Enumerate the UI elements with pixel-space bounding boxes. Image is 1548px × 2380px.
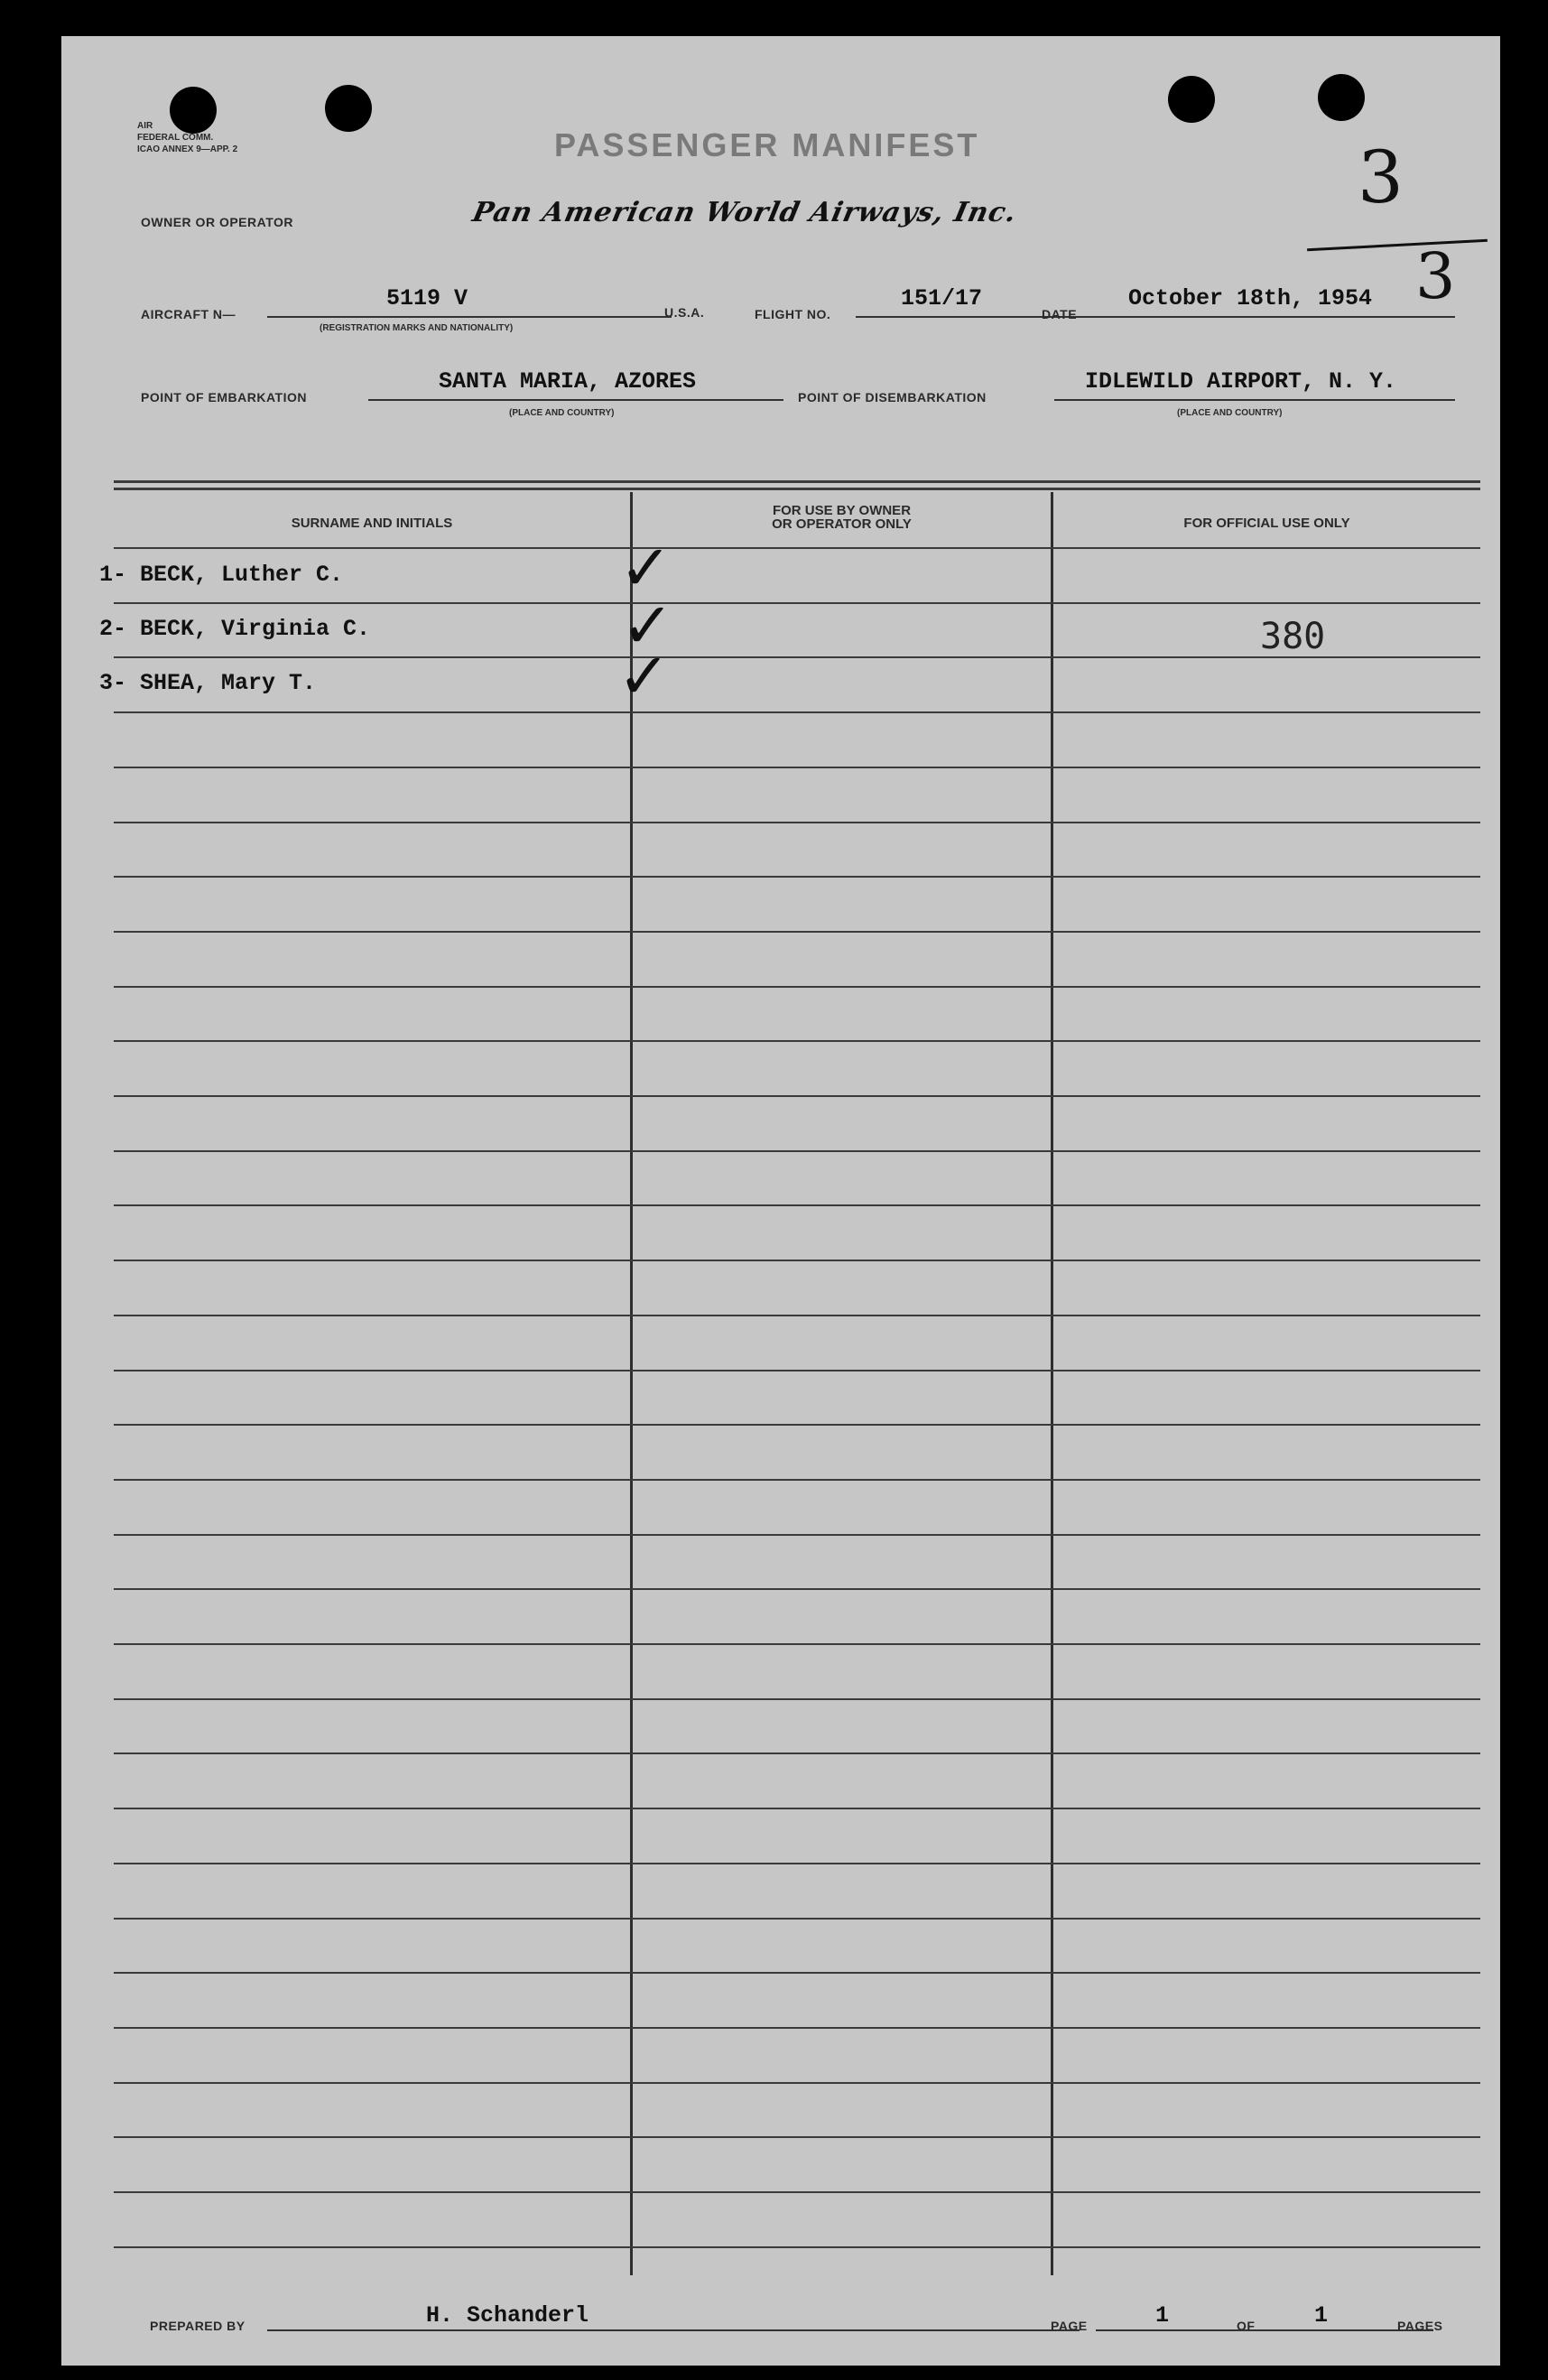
ruled-line (114, 986, 1480, 988)
page-note-bar (1307, 239, 1488, 251)
passenger-name-1: 1- BECK, Luther C. (99, 562, 344, 588)
annex-line-3: ICAO ANNEX 9—APP. 2 (137, 144, 238, 154)
ruled-line (114, 1643, 1480, 1645)
disembark-value: IDLEWILD AIRPORT, N. Y. (1085, 368, 1397, 395)
ruled-line (114, 1588, 1480, 1590)
owner-value: Pan American World Airways, Inc. (469, 197, 1020, 228)
prepared-label: PREPARED BY (150, 2319, 246, 2333)
ruled-line (114, 2191, 1480, 2193)
ruled-line (114, 2082, 1480, 2084)
ruled-line (114, 1863, 1480, 1864)
ruled-line (114, 2246, 1480, 2248)
ruled-line (114, 547, 1480, 549)
ruled-line (114, 1424, 1480, 1426)
ruled-line (114, 2027, 1480, 2029)
passenger-name-3: 3- SHEA, Mary T. (99, 670, 317, 696)
prepared-value: H. Schanderl (426, 2302, 589, 2329)
of-label: OF (1237, 2319, 1256, 2333)
flight-label: FLIGHT NO. (755, 307, 831, 321)
disembark-label: POINT OF DISEMBARKATION (798, 390, 987, 404)
column-divider-1 (630, 492, 633, 2275)
column-divider-2 (1051, 492, 1053, 2275)
aircraft-label: AIRCRAFT N— (141, 307, 236, 321)
disembark-caption: (PLACE AND COUNTRY) (1177, 408, 1283, 418)
embark-caption: (PLACE AND COUNTRY) (509, 408, 615, 418)
date-label: DATE (1042, 307, 1078, 321)
ruled-line (114, 931, 1480, 933)
ruled-line (114, 1095, 1480, 1097)
check-mark-1: ✓ (619, 531, 672, 605)
embark-underline (368, 399, 783, 401)
official-value-2: 380 (1260, 616, 1326, 657)
ruled-line (114, 1479, 1480, 1481)
aircraft-underline (267, 316, 672, 318)
ruled-line (114, 1698, 1480, 1700)
ruled-line (114, 2136, 1480, 2138)
registration-caption: (REGISTRATION MARKS AND NATIONALITY) (320, 323, 514, 333)
usa-label: U.S.A. (664, 305, 705, 320)
table-top-rule (114, 480, 1480, 483)
table-top-rule-2 (114, 488, 1480, 490)
form-title: PASSENGER MANIFEST (554, 126, 980, 163)
annex-line-2: FEDERAL COMM. (137, 133, 214, 143)
prepared-underline (267, 2329, 1080, 2331)
owner-label: OWNER OR OPERATOR (141, 215, 293, 229)
ruled-line (114, 1808, 1480, 1809)
ruled-line (114, 602, 1480, 604)
punch-hole (1168, 76, 1215, 123)
date-underline (1092, 316, 1455, 318)
ruled-line (114, 876, 1480, 878)
ruled-line (114, 822, 1480, 823)
ruled-line (114, 1534, 1480, 1536)
ruled-line (114, 1370, 1480, 1371)
punch-hole (1318, 74, 1365, 121)
ruled-line (114, 1260, 1480, 1261)
punch-hole (170, 87, 217, 134)
ruled-line (114, 1918, 1480, 1920)
col1-header: SURNAME AND INITIALS (291, 516, 453, 531)
of-value: 1 (1314, 2302, 1329, 2329)
page-underline (1096, 2329, 1289, 2331)
ruled-line (114, 1752, 1480, 1754)
ruled-line (114, 1204, 1480, 1206)
aircraft-value: 5119 V (386, 285, 468, 311)
page-label: PAGE (1051, 2319, 1088, 2333)
col3-header: FOR OFFICIAL USE ONLY (1183, 516, 1350, 531)
pages-label: PAGES (1397, 2319, 1443, 2333)
embark-label: POINT OF EMBARKATION (141, 390, 307, 404)
ruled-line (114, 711, 1480, 713)
date-value: October 18th, 1954 (1128, 285, 1373, 311)
disembark-underline (1054, 399, 1455, 401)
col2-header-line1: FOR USE BY OWNER (772, 503, 912, 518)
flight-value: 151/17 (901, 285, 983, 311)
punch-hole (325, 85, 372, 132)
manifest-paper (61, 36, 1500, 2366)
col2-header-line2: OR OPERATOR ONLY (772, 516, 912, 532)
ruled-line (114, 1040, 1480, 1042)
page-note-top: 3 (1358, 135, 1404, 219)
ruled-line (114, 1972, 1480, 1974)
embark-value: SANTA MARIA, AZORES (439, 368, 697, 395)
page-note-bottom: 3 (1415, 239, 1456, 313)
annex-line-1: AIR (137, 121, 153, 131)
check-mark-2: ✓ (621, 589, 674, 663)
page-value: 1 (1155, 2302, 1170, 2329)
check-mark-3: ✓ (617, 639, 671, 713)
ruled-line (114, 1315, 1480, 1316)
passenger-name-2: 2- BECK, Virginia C. (99, 616, 371, 642)
ruled-line (114, 767, 1480, 768)
ruled-line (114, 1150, 1480, 1152)
